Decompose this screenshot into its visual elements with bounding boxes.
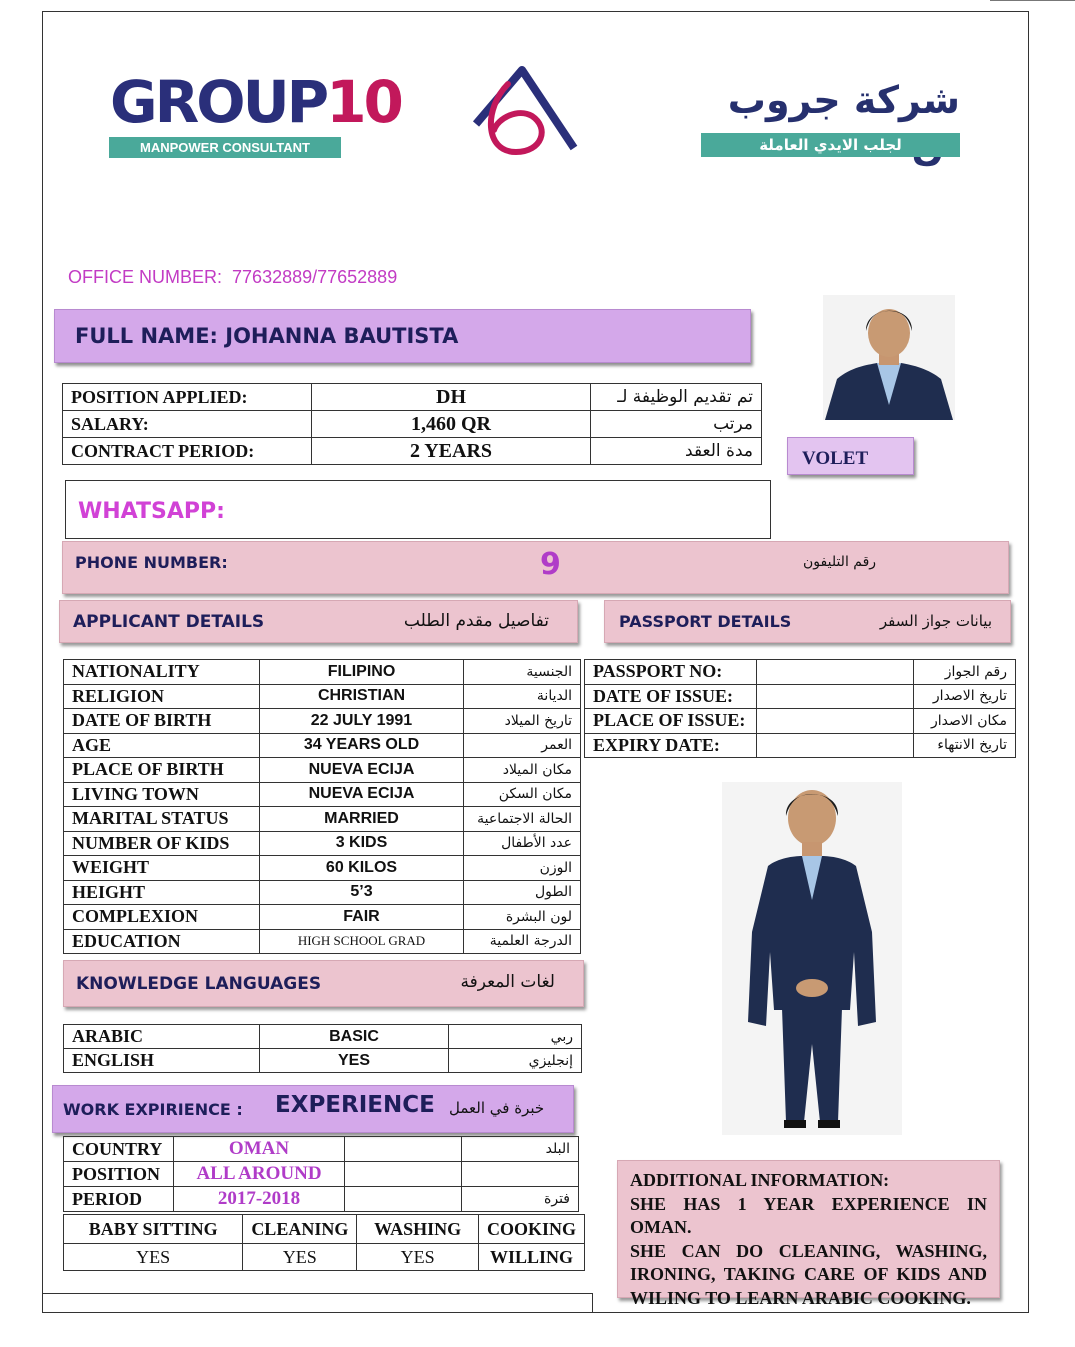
applicant-label: EDUCATION [64,929,260,954]
passport-arabic: تاريخ الاصدار [914,684,1016,709]
applicant-table [63,659,581,954]
applicant-value: NUEVA ECIJA [260,758,464,783]
agent-tag: VOLET [787,437,914,475]
job-arabic: تم تقديم الوظيفة لـ [591,384,762,411]
portrait-photo [823,295,955,420]
skill-header: COOKING [478,1215,584,1244]
experience-heading [52,1085,574,1133]
applicant-arabic: الطول [464,880,581,905]
passport-label: PASSPORT NO: [585,660,757,685]
languages-heading [63,960,584,1007]
applicant-label: NUMBER OF KIDS [64,831,260,856]
language-value: YES [260,1049,449,1073]
experience-table [63,1136,579,1212]
applicant-row [64,831,581,856]
experience-blank [345,1162,462,1187]
office-label: OFFICE NUMBER: [68,267,223,287]
experience-row [64,1162,579,1187]
language-arabic: إنجليزي [449,1049,582,1073]
office-number [68,267,397,288]
passport-value [757,733,914,758]
applicant-heading-arabic: تفاصيل مقدم الطلب [403,611,549,631]
job-row [63,438,762,465]
experience-value: OMAN [174,1137,345,1162]
applicant-row [64,660,581,685]
job-value: 1,460 QR [312,411,591,438]
full-name-label: FULL NAME: [75,324,218,348]
skills-table [63,1214,585,1271]
applicant-label: MARITAL STATUS [64,807,260,832]
skill-value: WILLING [478,1244,584,1271]
bottom-blank-box [42,1293,593,1313]
experience-heading-arabic: خبرة في العمل [449,1099,545,1117]
applicant-arabic: مكان الميلاد [464,758,581,783]
arabic-subtitle: لجلب الايدي العاملة [701,133,960,157]
applicant-arabic: الحالة الاجتماعية [464,807,581,832]
language-arabic: ربي [449,1025,582,1049]
applicant-row [64,856,581,881]
experience-label: POSITION [64,1162,174,1187]
applicant-arabic: الوزن [464,856,581,881]
phone-banner [62,541,1009,594]
passport-row [585,733,1016,758]
applicant-row [64,733,581,758]
passport-label: DATE OF ISSUE: [585,684,757,709]
additional-line1: SHE HAS 1 YEAR EXPERIENCE IN OMAN. [630,1193,987,1237]
skill-value: YES [357,1244,479,1271]
experience-heading-big: EXPERIENCE [275,1092,435,1118]
applicant-label: LIVING TOWN [64,782,260,807]
passport-value [757,709,914,734]
applicant-label: HEIGHT [64,880,260,905]
applicant-value: 3 KIDS [260,831,464,856]
passport-heading-arabic: بيانات جواز السفر [879,612,992,630]
applicant-label: AGE [64,733,260,758]
applicant-value: MARRIED [260,807,464,832]
experience-row [64,1187,579,1212]
applicant-arabic: الديانة [464,684,581,709]
skills-value-row [64,1244,585,1271]
passport-table [584,659,1016,758]
applicant-row [64,880,581,905]
applicant-value: NUEVA ECIJA [260,782,464,807]
additional-info-box [617,1160,1000,1308]
job-row [63,411,762,438]
passport-label: EXPIRY DATE: [585,733,757,758]
phone-arabic: رقم التليفون [803,554,877,570]
skill-header: BABY SITTING [64,1215,243,1244]
applicant-row [64,758,581,783]
applicant-value: FILIPINO [260,660,464,685]
phone-label: PHONE NUMBER: [75,553,228,572]
applicant-arabic: الجنسية [464,660,581,685]
company-emblem-icon [470,66,580,158]
language-label: ARABIC [64,1025,260,1049]
language-label: ENGLISH [64,1049,260,1073]
top-edge [990,0,1075,4]
applicant-arabic: لون البشرة [464,905,581,930]
language-row [64,1049,582,1073]
passport-value [757,684,914,709]
applicant-value: CHRISTIAN [260,684,464,709]
passport-row [585,660,1016,685]
experience-blank [345,1137,462,1162]
applicant-row [64,807,581,832]
arabic-company-name: شركة جروب [727,78,960,122]
full-body-photo [722,782,902,1135]
additional-title: ADDITIONAL INFORMATION: [630,1170,890,1190]
applicant-arabic: مكان السكن [464,782,581,807]
applicant-arabic: عدد الأطفال [464,831,581,856]
applicant-arabic: تاريخ الميلاد [464,709,581,734]
skill-header: CLEANING [243,1215,357,1244]
applicant-row [64,684,581,709]
experience-value: 2017-2018 [174,1187,345,1212]
applicant-value: 5’3 [260,880,464,905]
applicant-heading-label: APPLICANT DETAILS [73,612,265,632]
applicant-arabic: الدرجة العلمية [464,929,581,954]
experience-arabic: فترة [462,1187,579,1212]
job-row [63,384,762,411]
languages-heading-label: KNOWLEDGE LANGUAGES [76,974,322,994]
phone-value: 9 [540,547,561,582]
passport-arabic: رقم الجواز [914,660,1016,685]
experience-arabic: البلد [462,1137,579,1162]
applicant-label: COMPLEXION [64,905,260,930]
job-label: POSITION APPLIED: [63,384,312,411]
experience-value: ALL AROUND [174,1162,345,1187]
passport-heading [604,600,1011,643]
applicant-value: 22 JULY 1991 [260,709,464,734]
experience-blank [345,1187,462,1212]
language-row [64,1025,582,1049]
job-value: DH [312,384,591,411]
passport-row [585,684,1016,709]
job-label: CONTRACT PERIOD: [63,438,312,465]
applicant-row [64,709,581,734]
applicant-value: HIGH SCHOOL GRAD [260,929,464,954]
applicant-label: DATE OF BIRTH [64,709,260,734]
job-arabic: مرتب [591,411,762,438]
full-name-banner [54,309,751,363]
passport-arabic: تاريخ الانتهاء [914,733,1016,758]
experience-heading-label: WORK EXPIRIENCE : [63,1100,243,1119]
job-value: 2 YEARS [312,438,591,465]
applicant-row [64,929,581,954]
job-table [62,383,762,465]
languages-table [63,1024,582,1073]
office-value: 77632889/77652889 [232,267,398,287]
skill-header: WASHING [357,1215,479,1244]
logo-subtitle: MANPOWER CONSULTANT [109,137,341,158]
language-value: BASIC [260,1025,449,1049]
passport-label: PLACE OF ISSUE: [585,709,757,734]
passport-value [757,660,914,685]
applicant-row [64,782,581,807]
passport-arabic: مكان الاصدار [914,709,1016,734]
applicant-heading [59,600,578,643]
experience-label: COUNTRY [64,1137,174,1162]
passport-heading-label: PASSPORT DETAILS [619,612,792,631]
applicant-arabic: العمر [464,733,581,758]
experience-row [64,1137,579,1162]
skills-header-row [64,1215,585,1244]
job-arabic: مدة العقد [591,438,762,465]
skill-value: YES [243,1244,357,1271]
group10-logo-text [110,68,401,136]
logo-word: GROUP [110,68,327,136]
logo-number: 10 [326,68,401,136]
applicant-label: NATIONALITY [64,660,260,685]
applicant-value: 34 YEARS OLD [260,733,464,758]
applicant-row [64,905,581,930]
experience-label: PERIOD [64,1187,174,1212]
applicant-value: FAIR [260,905,464,930]
skill-value: YES [64,1244,243,1271]
applicant-label: RELIGION [64,684,260,709]
passport-row [585,709,1016,734]
full-name-value: JOHANNA BAUTISTA [225,324,459,348]
applicant-label: PLACE OF BIRTH [64,758,260,783]
applicant-label: WEIGHT [64,856,260,881]
experience-arabic [462,1162,579,1187]
languages-heading-arabic: لغات المعرفة [460,972,555,992]
additional-body: SHE CAN DO CLEANING, WASHING, IRONING, TAKING CARE OF KIDS AND WILING TO LEARN ARABIC COOKING. [630,1240,987,1308]
applicant-value: 60 KILOS [260,856,464,881]
job-label: SALARY: [63,411,312,438]
whatsapp-box: WHATSAPP: [65,480,771,539]
